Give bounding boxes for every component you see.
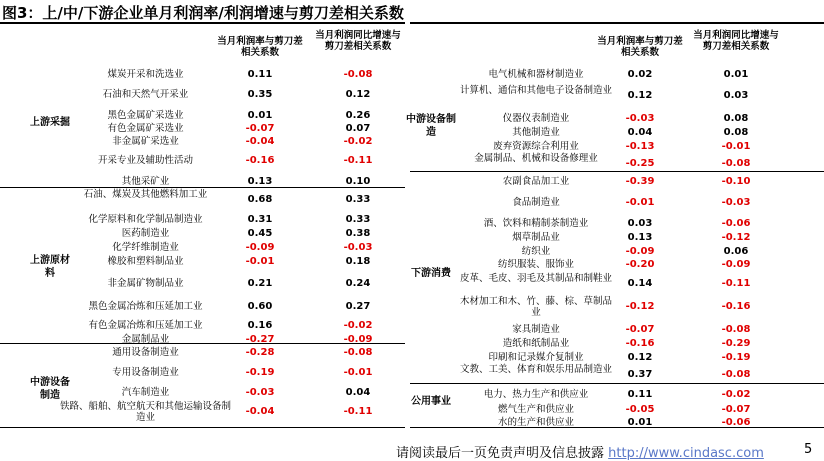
margin-corr-value: -0.01 xyxy=(245,256,275,267)
category-label: 上游原材料 xyxy=(30,255,70,279)
industry-name: 汽车制造业 xyxy=(121,387,170,398)
industry-name: 非金属矿采选业 xyxy=(112,136,179,147)
margin-corr-value: -0.13 xyxy=(625,141,655,152)
growth-corr-value: -0.08 xyxy=(343,347,373,358)
industry-name: 开采专业及辅助性活动 xyxy=(97,155,193,166)
margin-corr-value: 0.12 xyxy=(627,352,653,363)
header-profit-growth-corr: 当月利润同比增速与剪刀差相关系数 xyxy=(693,30,779,52)
margin-corr-value: -0.03 xyxy=(625,113,655,124)
rule-line xyxy=(410,22,824,24)
category-label: 下游消费 xyxy=(411,268,451,279)
growth-corr-value: -0.11 xyxy=(721,278,751,289)
rule-line xyxy=(0,343,405,344)
industry-name: 煤炭开采和洗选业 xyxy=(107,69,184,80)
margin-corr-value: 0.21 xyxy=(247,278,273,289)
margin-corr-value: -0.12 xyxy=(625,301,655,312)
margin-corr-value: -0.03 xyxy=(245,387,275,398)
industry-name: 金属制品、机械和设备修理业 xyxy=(474,153,598,164)
margin-corr-value: 0.45 xyxy=(247,228,273,239)
margin-corr-value: -0.39 xyxy=(625,176,655,187)
industry-name: 仪器仪表制造业 xyxy=(502,113,570,124)
margin-corr-value: -0.05 xyxy=(625,404,655,415)
growth-corr-value: -0.08 xyxy=(343,69,373,80)
growth-corr-value: 0.12 xyxy=(345,89,371,100)
industry-name: 石油、煤炭及其他燃料加工业 xyxy=(83,189,208,200)
industry-name: 皮革、毛皮、羽毛及其制品和制鞋业 xyxy=(459,273,612,284)
growth-corr-value: -0.06 xyxy=(721,417,751,428)
industry-name: 化学纤维制造业 xyxy=(112,242,179,253)
growth-corr-value: -0.12 xyxy=(721,232,751,243)
industry-name: 农副食品加工业 xyxy=(502,176,570,187)
industry-name: 烟草制品业 xyxy=(512,232,560,243)
growth-corr-value: 0.10 xyxy=(345,176,371,187)
growth-corr-value: -0.29 xyxy=(721,338,751,349)
category-label: 上游采掘 xyxy=(30,117,70,128)
growth-corr-value: -0.01 xyxy=(343,367,373,378)
growth-corr-value: -0.07 xyxy=(721,404,751,415)
page-title: 图3：上/中/下游企业单月利润率/利润增速与剪刀差相关系数 xyxy=(2,4,404,22)
growth-corr-value: -0.08 xyxy=(721,324,751,335)
header-profit-margin-corr: 当月利润率与剪刀差相关系数 xyxy=(217,36,303,58)
category-label: 中游设备制造 xyxy=(30,377,70,401)
industry-name: 医药制造业 xyxy=(121,228,170,239)
disclaimer-text: 请阅读最后一页免责声明及信息披露 xyxy=(396,446,605,461)
growth-corr-value: 0.26 xyxy=(345,110,371,121)
margin-corr-value: -0.09 xyxy=(625,246,655,257)
growth-corr-value: -0.16 xyxy=(721,301,751,312)
industry-name: 电力、热力生产和供应业 xyxy=(483,389,589,400)
margin-corr-value: -0.01 xyxy=(625,197,655,208)
industry-name: 化学原料和化学制品制造业 xyxy=(88,214,203,225)
growth-corr-value: 0.27 xyxy=(345,301,371,312)
margin-corr-value: -0.04 xyxy=(245,136,275,147)
margin-corr-value: 0.12 xyxy=(627,90,653,101)
margin-corr-value: -0.20 xyxy=(625,259,655,270)
industry-name: 黑色金属冶炼和压延加工业 xyxy=(88,301,203,312)
category-label: 公用事业 xyxy=(411,396,451,407)
rule-line xyxy=(410,171,824,172)
margin-corr-value: 0.01 xyxy=(247,110,273,121)
margin-corr-value: 0.04 xyxy=(627,127,653,138)
margin-corr-value: 0.31 xyxy=(247,214,273,225)
margin-corr-value: -0.19 xyxy=(245,367,275,378)
industry-name: 铁路、船舶、航空航天和其他运输设备制造业 xyxy=(59,401,231,423)
industry-name: 电气机械和器材制造业 xyxy=(488,69,584,80)
industry-name: 木材加工和木、竹、藤、棕、草制品业 xyxy=(459,296,612,318)
industry-name: 橡胶和塑料制品业 xyxy=(107,256,184,267)
margin-corr-value: 0.11 xyxy=(627,389,653,400)
industry-name: 专用设备制造业 xyxy=(112,367,179,378)
footer-disclaimer xyxy=(396,442,764,461)
growth-corr-value: 0.06 xyxy=(723,246,749,257)
growth-corr-value: -0.09 xyxy=(343,334,373,345)
rule-line xyxy=(410,427,824,428)
website-link[interactable]: http://www.cindasc.com xyxy=(608,446,764,461)
growth-corr-value: -0.02 xyxy=(343,320,373,331)
rule-line xyxy=(410,383,824,384)
margin-corr-value: 0.11 xyxy=(247,69,273,80)
margin-corr-value: -0.16 xyxy=(245,155,275,166)
growth-corr-value: -0.11 xyxy=(343,406,373,417)
margin-corr-value: 0.03 xyxy=(627,218,653,229)
growth-corr-value: 0.33 xyxy=(345,194,371,205)
rule-line xyxy=(0,427,405,428)
growth-corr-value: 0.01 xyxy=(723,69,749,80)
growth-corr-value: -0.08 xyxy=(721,158,751,169)
margin-corr-value: -0.25 xyxy=(625,158,655,169)
margin-corr-value: 0.02 xyxy=(627,69,653,80)
margin-corr-value: 0.35 xyxy=(247,89,273,100)
page-number: 5 xyxy=(804,442,813,457)
rule-line xyxy=(0,187,405,188)
growth-corr-value: -0.10 xyxy=(721,176,751,187)
industry-name: 家具制造业 xyxy=(512,324,560,335)
growth-corr-value: -0.08 xyxy=(721,369,751,380)
industry-name: 纺织业 xyxy=(521,246,551,257)
industry-name: 食品制造业 xyxy=(512,197,560,208)
growth-corr-value: -0.03 xyxy=(343,242,373,253)
header-profit-growth-corr: 当月利润同比增速与剪刀差相关系数 xyxy=(315,30,401,52)
industry-name: 金属制品业 xyxy=(121,334,170,345)
industry-name: 有色金属冶炼和压延加工业 xyxy=(88,320,203,331)
growth-corr-value: 0.38 xyxy=(345,228,371,239)
industry-name: 黑色金属矿采选业 xyxy=(107,110,184,121)
margin-corr-value: -0.16 xyxy=(625,338,655,349)
growth-corr-value: 0.33 xyxy=(345,214,371,225)
margin-corr-value: -0.09 xyxy=(245,242,275,253)
margin-corr-value: 0.60 xyxy=(247,301,273,312)
growth-corr-value: 0.03 xyxy=(723,90,749,101)
industry-name: 非金属矿物制品业 xyxy=(107,278,184,289)
margin-corr-value: -0.07 xyxy=(245,123,275,134)
margin-corr-value: -0.27 xyxy=(245,334,275,345)
industry-name: 计算机、通信和其他电子设备制造业 xyxy=(459,85,612,96)
growth-corr-value: -0.01 xyxy=(721,141,751,152)
growth-corr-value: 0.24 xyxy=(345,278,371,289)
growth-corr-value: -0.03 xyxy=(721,197,751,208)
industry-name: 其他采矿业 xyxy=(121,176,170,187)
industry-name: 燃气生产和供应业 xyxy=(497,404,574,415)
industry-name: 石油和天然气开采业 xyxy=(102,89,189,100)
margin-corr-value: 0.13 xyxy=(247,176,273,187)
margin-corr-value: -0.28 xyxy=(245,347,275,358)
industry-name: 有色金属矿采选业 xyxy=(107,123,184,134)
margin-corr-value: -0.04 xyxy=(245,406,275,417)
growth-corr-value: -0.19 xyxy=(721,352,751,363)
growth-corr-value: -0.09 xyxy=(721,259,751,270)
margin-corr-value: 0.13 xyxy=(627,232,653,243)
industry-name: 水的生产和供应业 xyxy=(497,417,574,428)
growth-corr-value: 0.08 xyxy=(723,127,749,138)
margin-corr-value: 0.16 xyxy=(247,320,273,331)
category-label: 中游设备制造 xyxy=(406,114,456,138)
margin-corr-value: 0.37 xyxy=(627,369,653,380)
growth-corr-value: -0.02 xyxy=(721,389,751,400)
margin-corr-value: -0.07 xyxy=(625,324,655,335)
growth-corr-value: 0.04 xyxy=(345,387,371,398)
industry-name: 文教、工美、体育和娱乐用品制造业 xyxy=(459,364,612,375)
industry-name: 印刷和记录媒介复制业 xyxy=(488,352,584,363)
industry-name: 纺织服装、服饰业 xyxy=(497,259,574,270)
industry-name: 酒、饮料和精制茶制造业 xyxy=(483,218,589,229)
growth-corr-value: 0.18 xyxy=(345,256,371,267)
growth-corr-value: -0.06 xyxy=(721,218,751,229)
margin-corr-value: 0.14 xyxy=(627,278,653,289)
growth-corr-value: 0.08 xyxy=(723,113,749,124)
header-profit-margin-corr: 当月利润率与剪刀差相关系数 xyxy=(597,36,683,58)
industry-name: 其他制造业 xyxy=(512,127,560,138)
growth-corr-value: -0.02 xyxy=(343,136,373,147)
growth-corr-value: -0.11 xyxy=(343,155,373,166)
margin-corr-value: 0.01 xyxy=(627,417,653,428)
industry-name: 通用设备制造业 xyxy=(112,347,179,358)
rule-line xyxy=(0,22,405,24)
margin-corr-value: 0.68 xyxy=(247,194,273,205)
industry-name: 造纸和纸制品业 xyxy=(502,338,570,349)
growth-corr-value: 0.07 xyxy=(345,123,371,134)
industry-name: 废弃资源综合利用业 xyxy=(493,141,579,152)
